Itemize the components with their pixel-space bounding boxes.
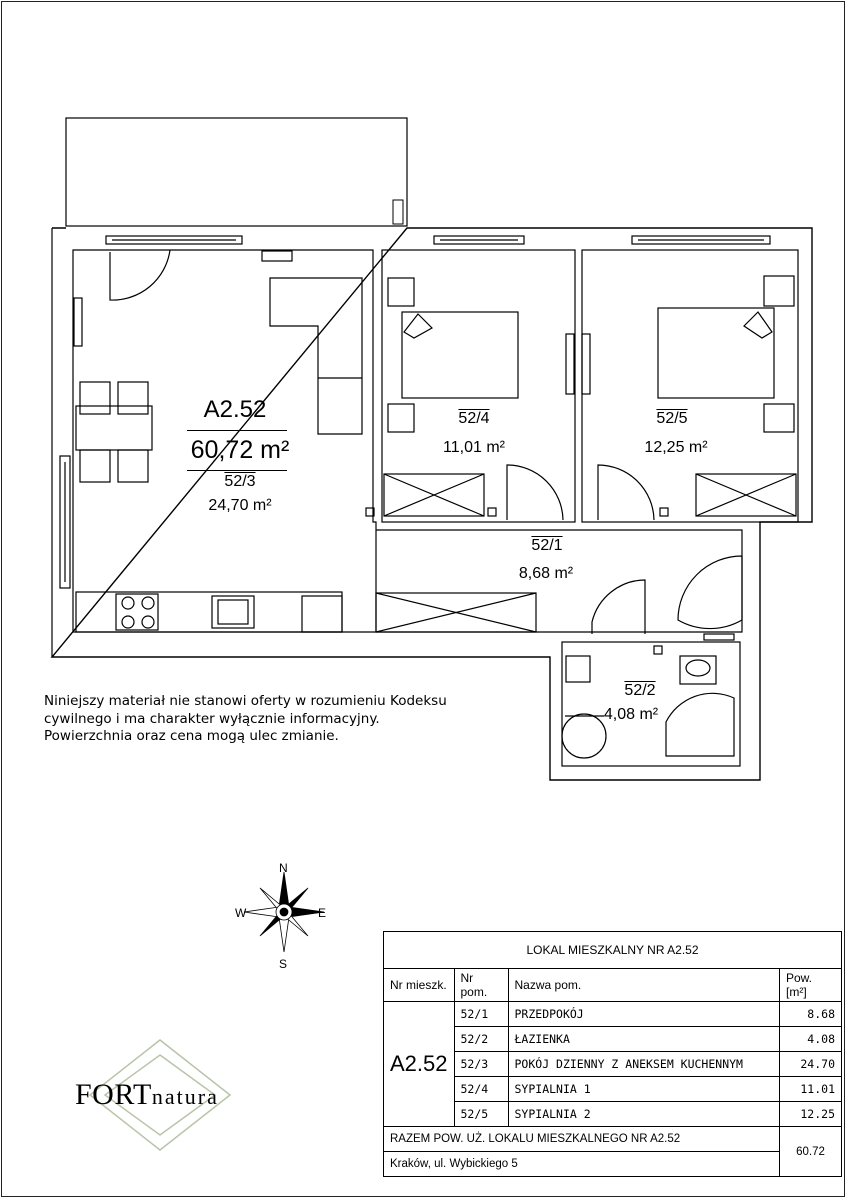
header-room-name: Nazwa pom. [508, 969, 780, 1002]
room-52-1-area: 8,68 m² [518, 565, 574, 582]
row-area: 24.70 [780, 1052, 842, 1077]
header-unit-no: Nr mieszk. [384, 969, 455, 1002]
row-area: 11.01 [780, 1077, 842, 1102]
address: Kraków, ul. Wybickiego 5 [384, 1152, 780, 1177]
row-room-no: 52/3 [454, 1052, 508, 1077]
room-52-3-number: 52/3 [224, 473, 256, 490]
compass-e: E [318, 906, 327, 920]
brand-logo [75, 1078, 219, 1112]
compass-rose [244, 872, 327, 952]
room-52-4-number: 52/4 [458, 410, 490, 427]
room-52-3-area: 24,70 m² [208, 497, 272, 514]
unit-area-underline [187, 470, 287, 471]
row-room-name: ŁAZIENKA [508, 1027, 780, 1052]
total-label: RAZEM POW. UŻ. LOKALU MIESZKALNEGO NR A2.52 [384, 1127, 780, 1152]
compass-s: S [279, 957, 288, 971]
unit-id-overline [187, 430, 287, 431]
row-room-no: 52/4 [454, 1077, 508, 1102]
table-row [384, 1002, 842, 1027]
row-room-no: 52/1 [454, 1002, 508, 1027]
total-value: 60.72 [780, 1127, 842, 1177]
unit-number-cell: A2.52 [384, 1002, 455, 1127]
row-area: 8.68 [780, 1002, 842, 1027]
room-52-1-number: 52/1 [531, 537, 563, 554]
compass-n: N [279, 861, 288, 875]
logo-natura: natura [151, 1084, 219, 1109]
dining-table [76, 406, 152, 450]
header-room-no: Nr pom. [454, 969, 508, 1002]
balcony-door [110, 250, 170, 300]
window-bedroom-2 [632, 236, 770, 244]
bedroom-2 [582, 250, 798, 522]
row-room-name: POKÓJ DZIENNY Z ANEKSEM KUCHENNYM [508, 1052, 780, 1077]
unit-total-area: 60,72 m² [190, 436, 290, 464]
row-room-name: PRZEDPOKÓJ [508, 1002, 780, 1027]
disclaimer-text: Niniejszy materiał nie stanowi oferty w rozumieniu Kodeksu cywilnego i ma charakter wyłącznie informacyjny. Powierzchnia oraz cena mogą ulec zmianie. [44, 693, 447, 744]
bed-1 [402, 312, 518, 398]
room-52-2-area: 4,08 m² [603, 706, 659, 723]
row-room-name: SYPIALNIA 1 [508, 1077, 780, 1102]
room-52-2-number: 52/2 [624, 682, 656, 699]
row-room-no: 52/5 [454, 1102, 508, 1127]
row-area: 4.08 [780, 1027, 842, 1052]
room-52-5-area: 12,25 m² [644, 439, 708, 456]
room-52-5-number: 52/5 [656, 410, 688, 427]
unit-summary-table [383, 931, 842, 1177]
window-bedroom-1 [434, 236, 524, 244]
row-room-no: 52/2 [454, 1027, 508, 1052]
room-52-4-area: 11,01 m² [443, 439, 505, 456]
header-area: Pow. [m²] [780, 969, 842, 1002]
compass-w: W [235, 906, 247, 920]
bed-2 [658, 308, 774, 398]
logo-fort: FORT [75, 1078, 152, 1111]
row-area: 12.25 [780, 1102, 842, 1127]
table-title: LOKAL MIESZKALNY NR A2.52 [384, 932, 842, 969]
shower [666, 693, 734, 756]
window-living [106, 236, 242, 244]
unit-id-label: A2.52 [203, 396, 267, 423]
window-left [60, 456, 70, 588]
row-room-name: SYPIALNIA 2 [508, 1102, 780, 1127]
bathroom [562, 642, 740, 766]
balcony [66, 118, 407, 226]
